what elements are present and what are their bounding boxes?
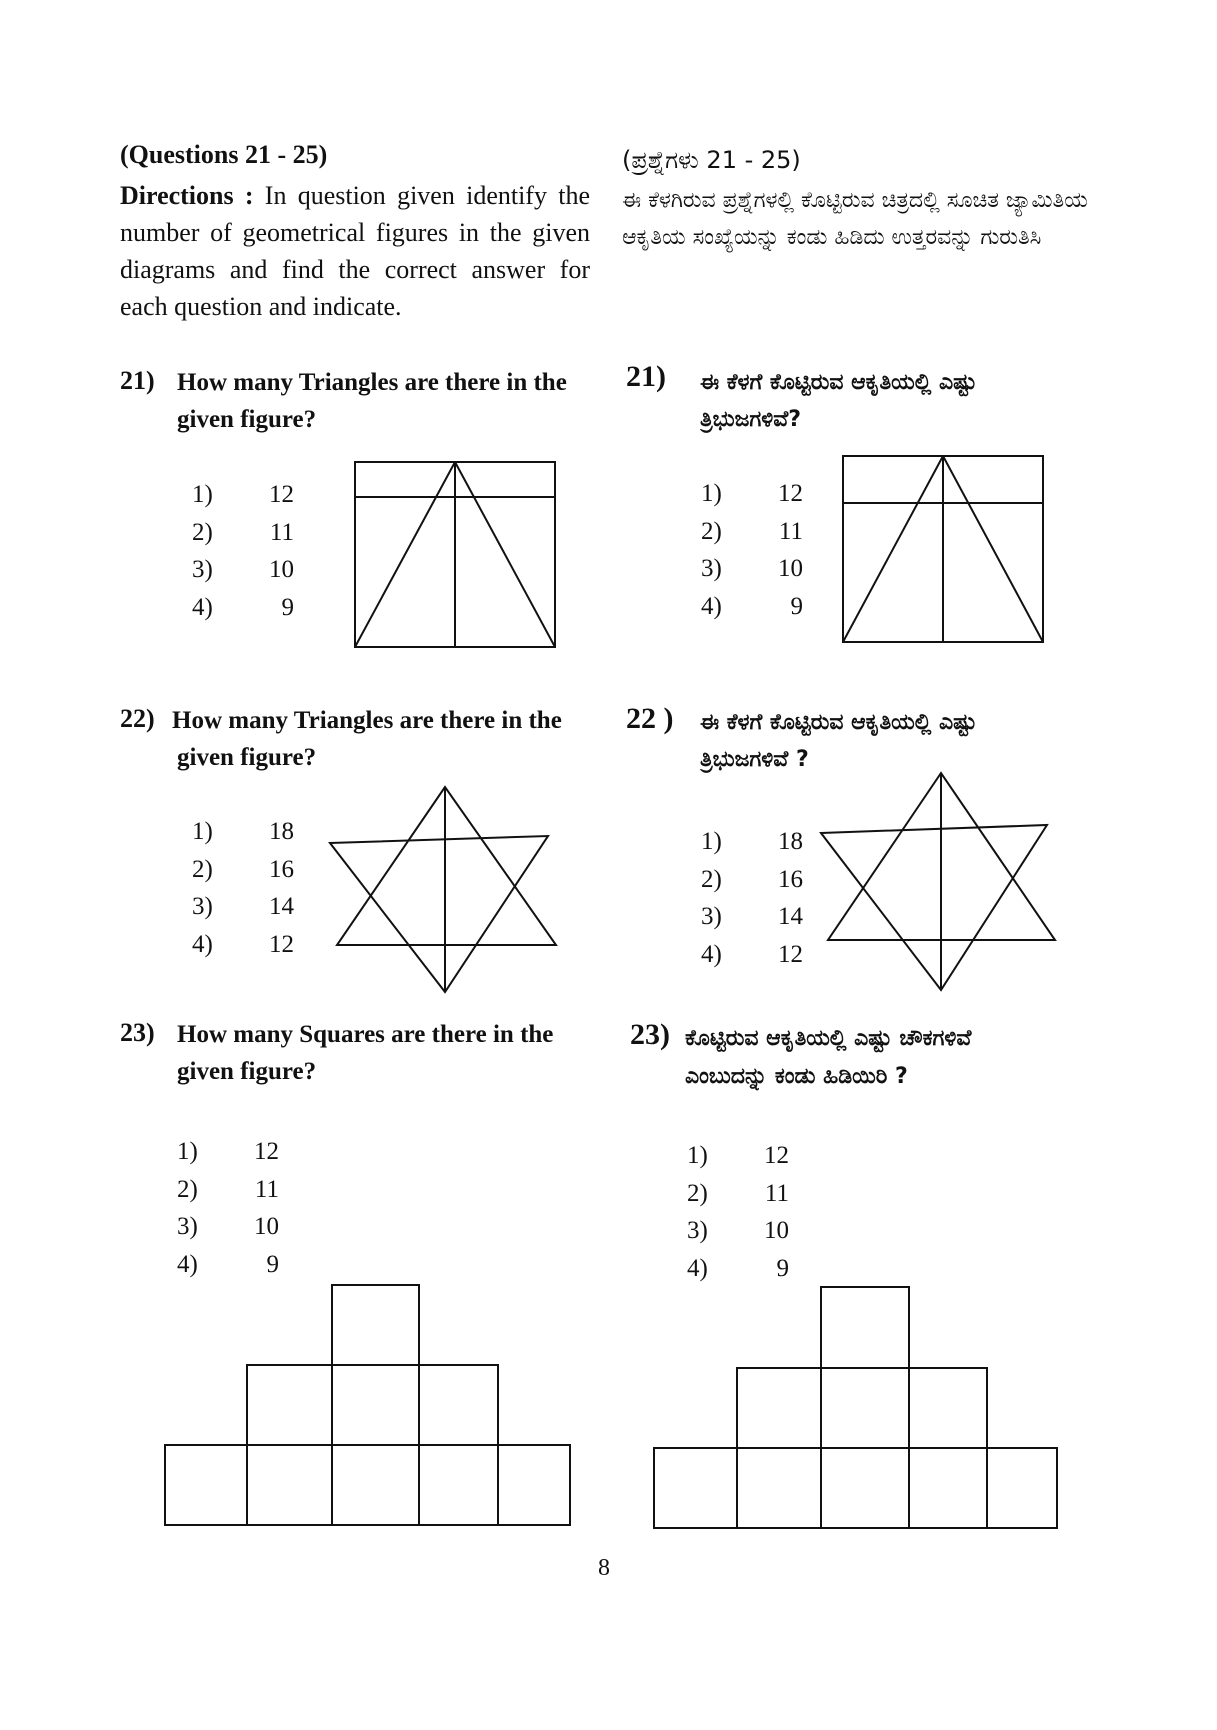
q23-number: 23) (120, 1018, 155, 1047)
q22-kn-option-2[interactable]: 2) 16 (701, 865, 803, 893)
q21-kn-option-2[interactable]: 2) 11 (701, 517, 803, 545)
q21-option-3[interactable]: 3) 10 (192, 556, 294, 583)
q23-kn-option-1[interactable]: 1) 12 (687, 1142, 789, 1169)
q23-option-3[interactable]: 3) 10 (177, 1213, 279, 1240)
q22-kn-option-4[interactable]: 4) 12 (701, 940, 803, 968)
q22-kn-option-1[interactable]: 1) 18 (701, 828, 803, 855)
q22-number: 22) (120, 704, 155, 733)
q22-text-line2: given figure? (177, 744, 317, 771)
q21-kn-option-4[interactable]: 4) 9 (701, 592, 803, 620)
q22-kn-number: 22 ) (626, 702, 674, 735)
q21-number: 21) (120, 366, 155, 395)
q22-option-1[interactable]: 1) 18 (192, 818, 294, 845)
q21-kn-number: 21) (626, 360, 666, 393)
q23-kn-number: 23) (630, 1018, 670, 1051)
q21-kn-text-line1: ಈ ಕೆಳಗೆ ಕೊಟ್ಟಿರುವ ಆಕೃತಿಯಲ್ಲಿ ಎಷ್ಟು (700, 370, 977, 395)
q21-kn-option-1[interactable]: 1) 12 (701, 480, 803, 507)
q23-text-line1: How many Squares are there in the (177, 1021, 554, 1048)
q21-option-4[interactable]: 4) 9 (192, 593, 294, 621)
q23-option-1[interactable]: 1) 12 (177, 1138, 279, 1165)
q21-text-line2: given figure? (177, 406, 317, 433)
q22-kn-option-3[interactable]: 3) 14 (701, 903, 803, 930)
q23-kn-option-3[interactable]: 3) 10 (687, 1217, 789, 1244)
q23-kn-option-4[interactable]: 4) 9 (687, 1254, 789, 1282)
q22-option-2[interactable]: 2) 16 (192, 855, 294, 883)
q22-text-line1: How many Triangles are there in the (172, 707, 562, 734)
kn-section-title: (ಪ್ರಶ್ನೆಗಳು 21 - 25) (622, 146, 801, 174)
q23-option-4[interactable]: 4) 9 (177, 1250, 279, 1278)
page-number: 8 (598, 1555, 610, 1581)
q22-kn-text-line1: ಈ ಕೆಳಗೆ ಕೊಟ್ಟಿರುವ ಆಕೃತಿಯಲ್ಲಿ ಎಷ್ಟು (700, 710, 977, 735)
q23-option-2[interactable]: 2) 11 (177, 1175, 279, 1203)
q21-kn-text-line2: ತ್ರಿಭುಜಗಳಿವೆ? (700, 407, 802, 432)
q21-kn-option-3[interactable]: 3) 10 (701, 555, 803, 582)
q23-kn-text-line2: ಎಂಬುದನ್ನು ಕಂಡು ಹಿಡಿಯಿರಿ ? (685, 1064, 908, 1089)
q21-text-line1: How many Triangles are there in the (177, 369, 567, 396)
kn-directions: ಈ ಕೆಳಗಿರುವ ಪ್ರಶ್ನೆಗಳಲ್ಲಿ ಕೊಟ್ಟಿರುವ ಚಿತ್ರದಲ್ಲಿ ಸೂಚಿತ ಜ್ಯಾಮಿತಿಯ ಆಕೃತಿಯ ಸಂಖ್ಯೆಯನ್ನು ಕಂಡು ಹಿಡಿದು ಉತ್ತರವನ್ನು ಗುರುತಿಸಿ (622, 188, 1088, 250)
en-section-title: (Questions 21 - 25) (120, 140, 328, 169)
q21-option-2[interactable]: 2) 11 (192, 518, 294, 546)
q22-option-3[interactable]: 3) 14 (192, 893, 294, 920)
q23-kn-option-2[interactable]: 2) 11 (687, 1179, 789, 1207)
q21-option-1[interactable]: 1) 12 (192, 481, 294, 508)
en-directions-text: In question given identify the number of geometrical figures in the given diagrams and find the correct answer for each question and indicate. (120, 181, 590, 321)
q22-option-4[interactable]: 4) 12 (192, 930, 294, 958)
q23-kn-text-line1: ಕೊಟ್ಟಿರುವ ಆಕೃತಿಯಲ್ಲಿ ಎಷ್ಟು ಚೌಕಗಳಿವೆ (685, 1026, 972, 1051)
en-directions-label: Directions : (120, 181, 254, 210)
q23-text-line2: given figure? (177, 1058, 317, 1085)
q22-kn-text-line2: ತ್ರಿಭುಜಗಳಿವೆ ? (700, 747, 809, 772)
